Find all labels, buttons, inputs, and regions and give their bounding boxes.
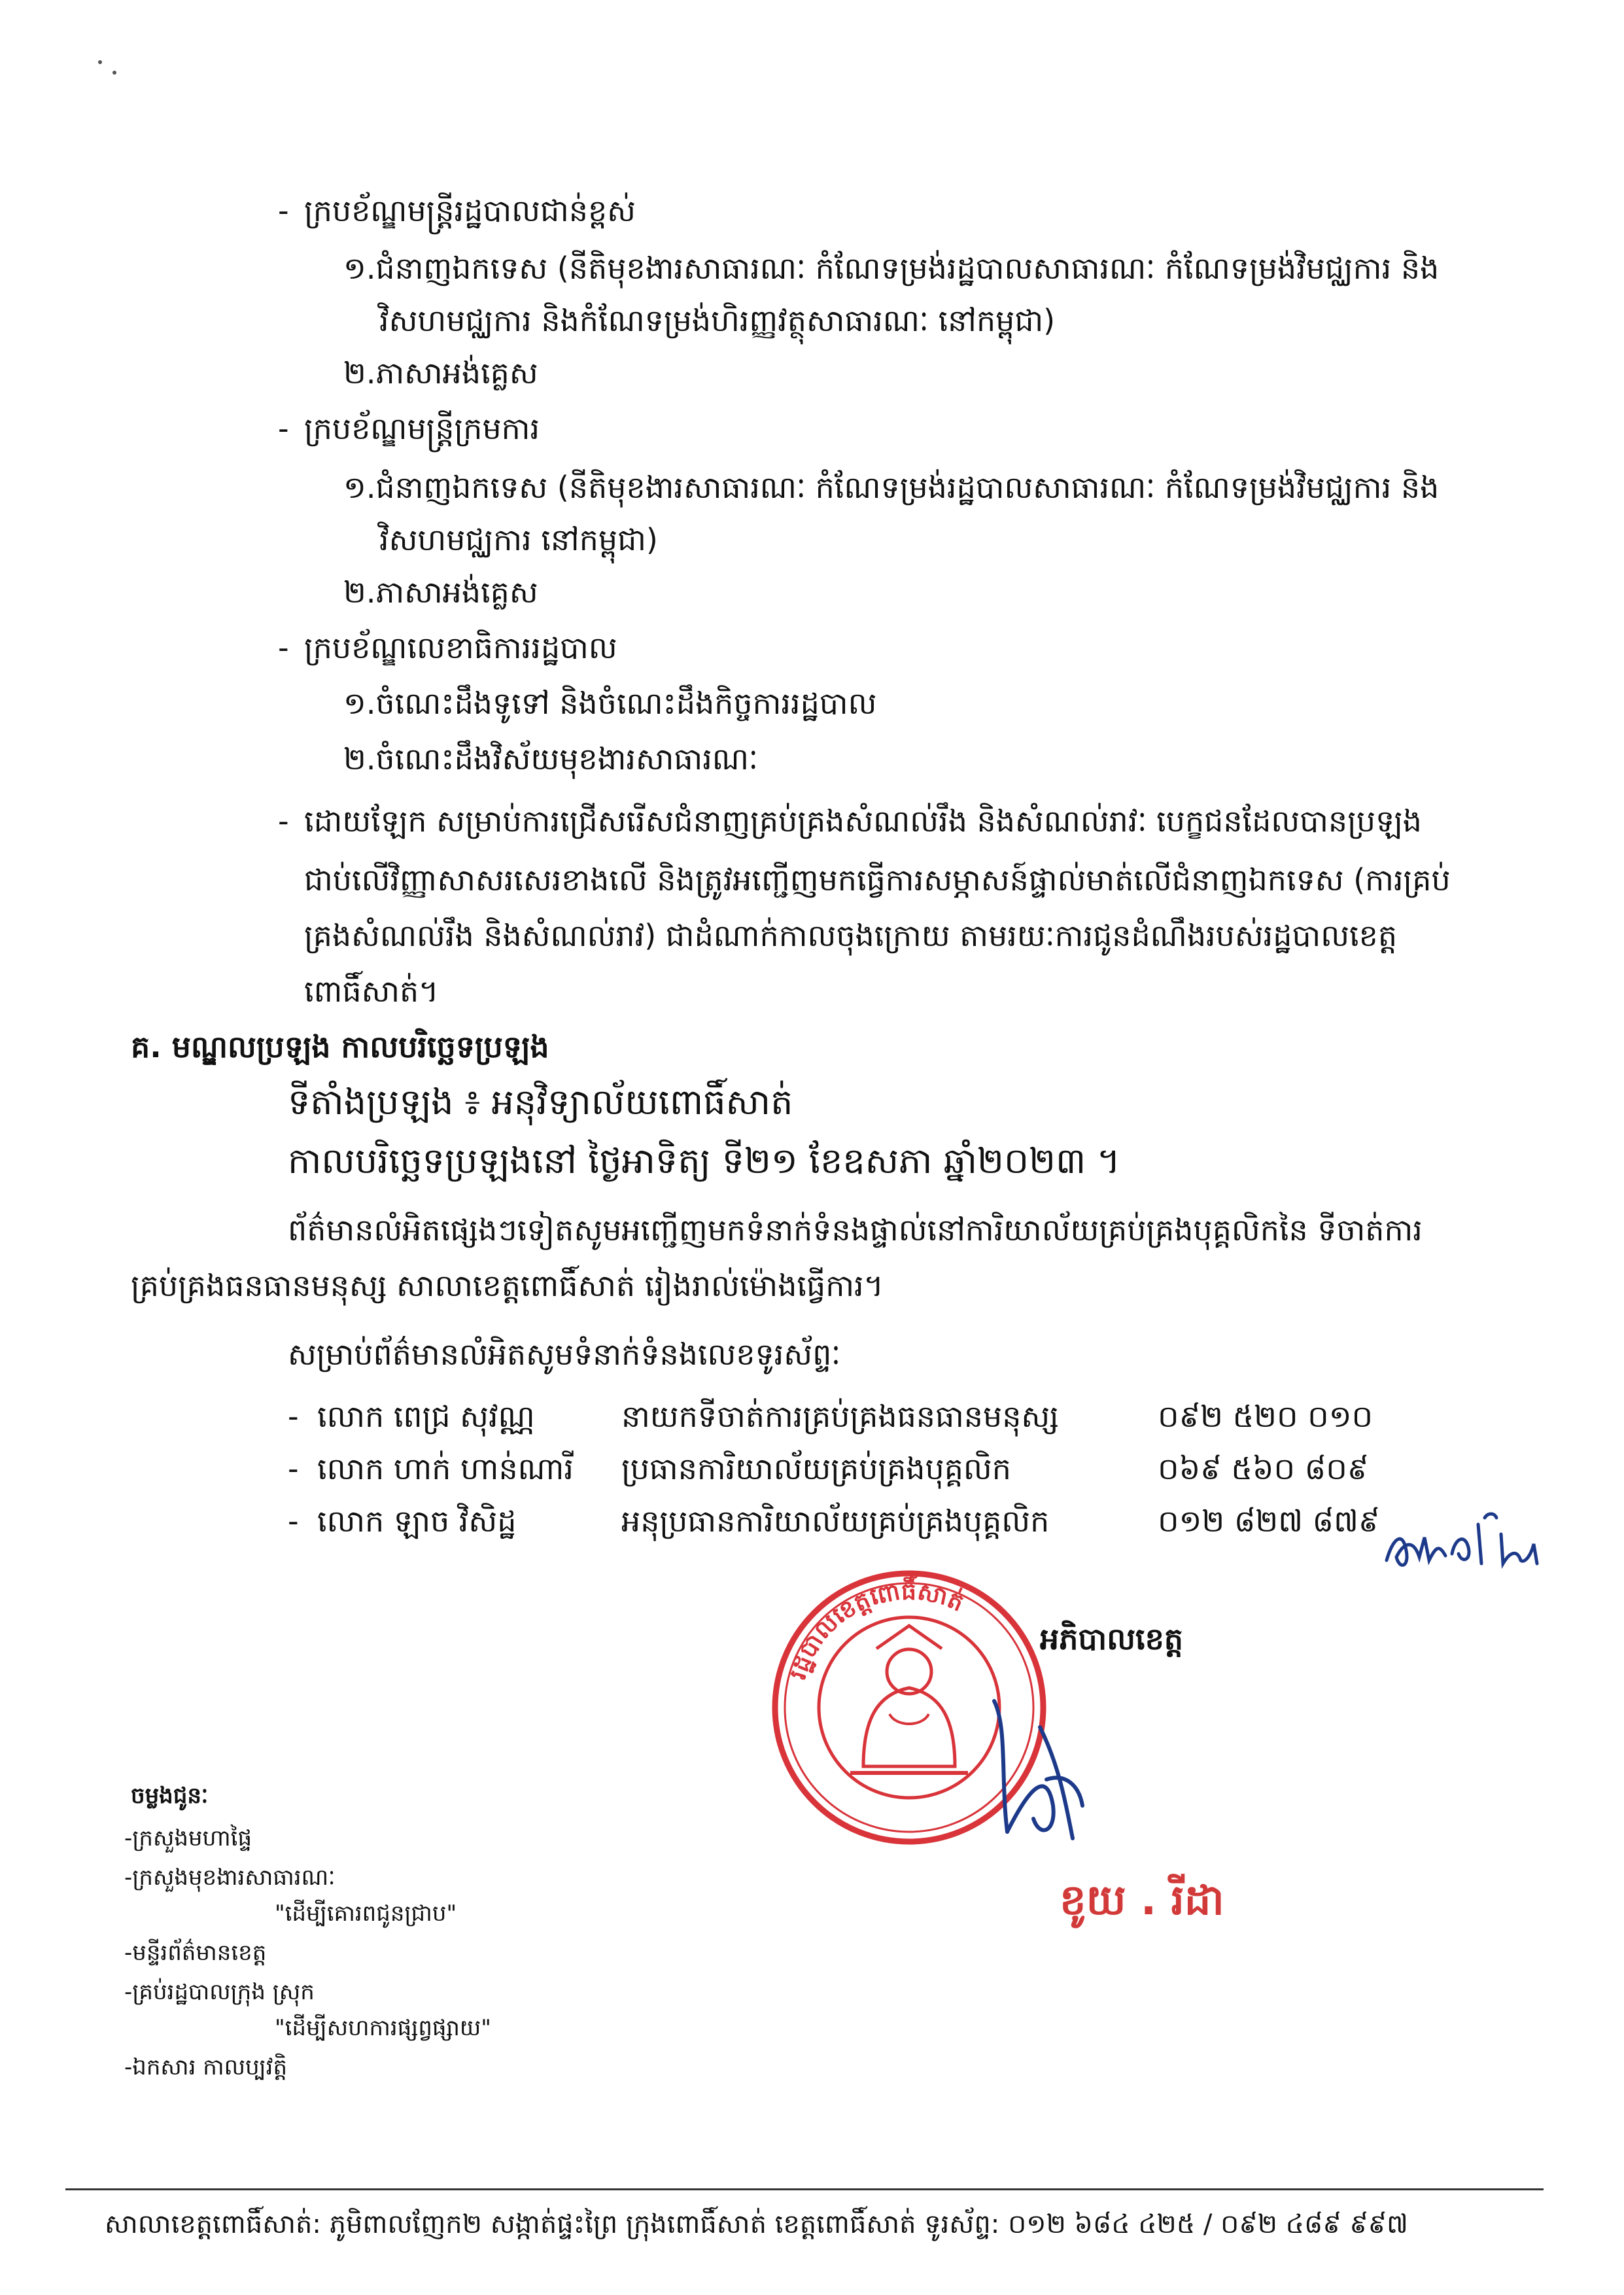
cc-item-note: "ដើម្បីសហការផ្សព្វផ្សាយ" [275, 2015, 491, 2041]
scan-speck [98, 60, 102, 64]
initial-signature [1373, 1498, 1570, 1590]
scan-speck [112, 71, 116, 75]
group1-item1-line2: វិសហមជ្ឈការ និងកំណែទម្រង់ហិរញ្ញវត្ថុសាធារណៈ នៅកម្ពុជា) [379, 303, 1056, 338]
special-line4: ពោធិ៍សាត់។ [304, 973, 439, 1009]
group3-item1: ១.ចំណេះដឹងទូទៅ និងចំណេះដឹងកិច្ចការរដ្ឋបាល [343, 686, 877, 721]
cc-item: -ក្រសួងមុខងារសាធារណៈ [124, 1865, 336, 1891]
cc-item: -គ្រប់រដ្ឋបាលក្រុង ស្រុក [124, 1979, 315, 2005]
footer-divider [65, 2188, 1544, 2190]
special-line1: - ដោយឡែក សម្រាប់ការជ្រើសរើសជំនាញគ្រប់គ្រងសំណល់រឹង និងសំណល់រាវៈ បេក្ខជនដែលបានប្រឡង [304, 795, 1422, 847]
contacts-intro: សម្រាប់ព័ត៌មានលំអិតសូមទំនាក់ទំនងលេខទូរស័ព្ទៈ [288, 1337, 841, 1372]
governor-name: ខូយ . រីដា [1060, 1876, 1224, 1925]
contact-name: លោក ឡាច វិសិដ្ឋ [317, 1503, 517, 1539]
contact-name: លោក ពេជ្រ សុវណ្ណ [317, 1399, 535, 1434]
exam-date: កាលបរិច្ឆេទប្រឡងនៅ ថ្ងៃអាទិត្យ ទី២១ ខែឧសភា ឆ្នាំ២០២៣ ។ [288, 1140, 1120, 1182]
group1-item1-line1: ១.ជំនាញឯកទេស (នីតិមុខងារសាធារណៈ កំណែទម្រង់រដ្ឋបាលសាធារណៈ កំណែទម្រង់វិមជ្ឈការ និង [343, 251, 1440, 286]
seal-text: រដ្ឋបាលខេត្តពោធិ៍សាត់ [784, 1578, 968, 1683]
governor-signature [968, 1688, 1112, 1858]
contact-phone: ០៦៩ ៥៦០ ៨០៩ [1158, 1451, 1369, 1486]
cc-item: -ឯកសារ កាលប្បវត្តិ [124, 2054, 288, 2080]
group2-item1-line1: ១.ជំនាញឯកទេស (នីតិមុខងារសាធារណៈ កំណែទម្រង់រដ្ឋបាលសាធារណៈ កំណែទម្រង់វិមជ្ឈការ និង [343, 470, 1440, 505]
info-line1: ព័ត៌មានលំអិតផ្សេងៗទៀតសូមអញ្ជើញមកទំនាក់ទំនងផ្ទាល់នៅការិយាល័យគ្រប់គ្រងបុគ្គលិកនៃ ទីចាត់ការ [288, 1212, 1423, 1248]
special-line2: ជាប់លើវិញ្ញាសាសរសេរខាងលើ និងត្រូវអញ្ជើញមកធ្វើការសម្ភាសន៍ផ្ទាល់មាត់លើជំនាញឯកទេស (ការគ្រប់ [304, 862, 1451, 898]
group2-title: - ក្របខ័ណ្ឌមន្ត្រីក្រមការ [304, 402, 540, 455]
contact-role: ប្រធានការិយាល័យគ្រប់គ្រងបុគ្គលិក [621, 1451, 1011, 1486]
cc-heading: ចម្លងជូនៈ [131, 1783, 209, 1809]
info-line2: គ្រប់គ្រងធនធានមនុស្ស សាលាខេត្តពោធិ៍សាត់ រៀងរាល់ម៉ោងធ្វើការ។ [131, 1268, 884, 1303]
cc-item: -ក្រសួងមហាផ្ទៃ [124, 1825, 252, 1851]
contact-role: អនុប្រធានការិយាល័យគ្រប់គ្រងបុគ្គលិក [621, 1503, 1050, 1539]
contact-phone: ០១២ ៨២៧ ៨៧៩ [1158, 1503, 1380, 1539]
cc-item: -មន្ទីរព័ត៌មានខេត្ត [124, 1940, 267, 1966]
cc-item-note: "ដើម្បីគោរពជូនជ្រាប" [275, 1901, 457, 1927]
contact-name: លោក ហាក់ ហាន់ណារី [317, 1451, 574, 1486]
exam-center-heading: គ. មណ្ឌលប្រឡង កាលបរិច្ឆេទប្រឡង [131, 1029, 549, 1064]
contact-dash: - [288, 1503, 299, 1539]
contact-phone: ០៩២ ៥២០ ០១០ [1158, 1399, 1373, 1434]
special-line3: គ្រងសំណល់រឹង និងសំណល់រាវ) ជាដំណាក់កាលចុងក្រោយ តាមរយៈការជូនដំណឹងរបស់រដ្ឋបាលខេត្ត [304, 918, 1398, 953]
contact-dash: - [288, 1451, 299, 1486]
footer-address: សាលាខេត្តពោធិ៍សាត់: ភូមិពាលញែក២ សង្កាត់ផ្ទះព្រៃ ក្រុងពោធិ៍សាត់ ខេត្តពោធិ៍សាត់ ទូរស័ព្ទ: ០១២ ៦៨៤ ៤២៥ / ០៩២ ៤៨៩ ៩៩៧ [105, 2209, 1408, 2239]
contact-role: នាយកទីចាត់ការគ្រប់គ្រងធនធានមនុស្ស [621, 1399, 1059, 1434]
group1-title: - ក្របខ័ណ្ឌមន្ត្រីរដ្ឋបាលជាន់ខ្ពស់ [304, 184, 636, 237]
group3-title: - ក្របខ័ណ្ឌលេខាធិការរដ្ឋបាល [304, 622, 617, 674]
governor-title: អភិបាលខេត្ត [1040, 1621, 1183, 1656]
contact-dash: - [288, 1399, 299, 1434]
group1-item2: ២.ភាសាអង់គ្លេស [343, 355, 538, 391]
group2-item1-line2: វិសហមជ្ឈការ នៅកម្ពុជា) [379, 522, 658, 557]
group2-item2: ២.ភាសាអង់គ្លេស [343, 574, 538, 610]
group3-item2: ២.ចំណេះដឹងវិស័យមុខងារសាធារណៈ [343, 741, 758, 777]
exam-location: ទីតាំងប្រឡង ៖ អនុវិទ្យាល័យពោធិ៍សាត់ [288, 1081, 793, 1123]
